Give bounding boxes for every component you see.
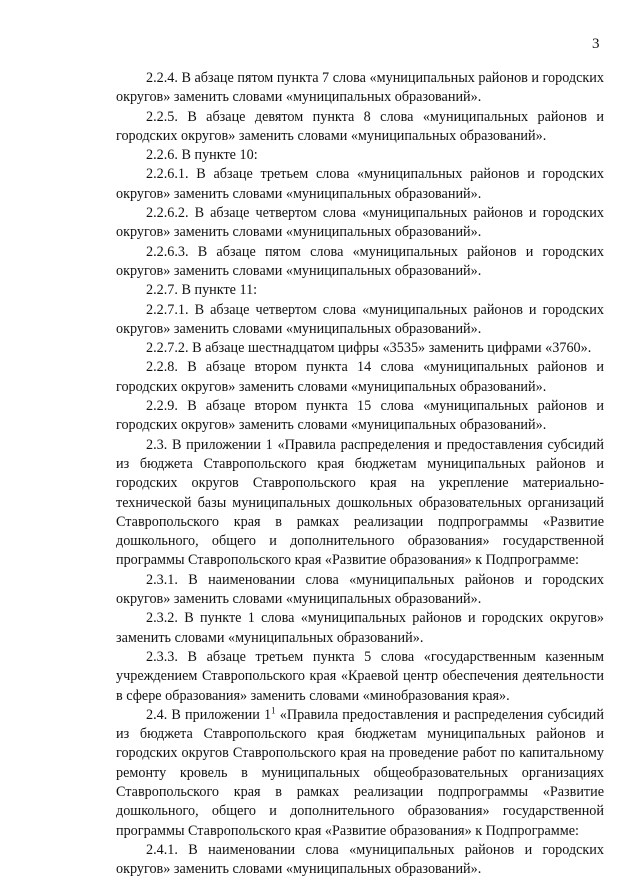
paragraph-2-4-start: 2.4. В приложении 1: [146, 706, 272, 723]
paragraph-2-2-7: 2.2.7. В пункте 11:: [146, 282, 258, 299]
page-number: 3: [592, 36, 600, 52]
paragraph-2-3-2: 2.3.2. В пункте 1 слова «муниципальных районов и городских округов» заменить словами «муниципальных образований».: [116, 610, 604, 646]
paragraph-2-4-rest: «Правила предоставления и распределения субсидий из бюджета Ставропольского края бюджетам муниципальных районов и городских округов Ставропольского края на проведение работ по капитальному ремонту кровель в муниципальных общеобразовательных организациях Ставропольского края в рамках реализации подпрограммы «Развитие дошкольного, общего и дополнительного образования» государственной программы Ставропольского края «Развитие образования» к Подпрограмме:: [116, 706, 604, 839]
paragraph-2-2-7-2: 2.2.7.2. В абзаце шестнадцатом цифры «3535» заменить цифрами «3760».: [146, 340, 592, 357]
paragraph-2-3: 2.3. В приложении 1 «Правила распределения и предоставления субсидий из бюджета Ставропольского края бюджетам муниципальных районов и городских округов Ставропольского края на укрепление материально-технической базы муниципальных дошкольных образовательных организаций Ставропольского края в рамках реализации подпрограммы «Развитие дошкольного, общего и дополнительного образования» государственной программы Ставропольского края «Развитие образования» к Подпрограмме:: [116, 436, 604, 569]
paragraph-2-4-1: 2.4.1. В наименовании слова «муниципальных районов и городских округов» заменить словами «муниципальных образований».: [116, 841, 604, 878]
document-body: [116, 69, 604, 879]
paragraph-2-2-7-1: 2.2.7.1. В абзаце четвертом слова «муниципальных районов и городских округов» заменить словами «муниципальных образований».: [116, 301, 604, 337]
paragraph-2-2-9: 2.2.9. В абзаце втором пункта 15 слова «муниципальных районов и городских округов» заменить словами «муниципальных образований».: [116, 398, 604, 434]
paragraph-2-2-6: 2.2.6. В пункте 10:: [146, 147, 258, 164]
superscript-mark: 1: [271, 705, 276, 716]
paragraph-2-2-4: 2.2.4. В абзаце пятом пункта 7 слова «муниципальных районов и городских округов» заменить словами «муниципальных образований».: [116, 70, 604, 106]
paragraph-2-2-6-2: 2.2.6.2. В абзаце четвертом слова «муниципальных районов и городских округов» заменить словами «муниципальных образований».: [116, 205, 604, 241]
paragraph-2-2-5: 2.2.5. В абзаце девятом пункта 8 слова «муниципальных районов и городских округов» заменить словами «муниципальных образований».: [116, 108, 604, 144]
paragraph-2-4: [116, 706, 604, 841]
paragraph-2-3-1: 2.3.1. В наименовании слова «муниципальных районов и городских округов» заменить словами «муниципальных образований».: [116, 571, 604, 608]
paragraph-2-2-8: 2.2.8. В абзаце втором пункта 14 слова «муниципальных районов и городских округов» заменить словами «муниципальных образований».: [116, 359, 604, 395]
paragraph-2-2-6-1: 2.2.6.1. В абзаце третьем слова «муниципальных районов и городских округов» заменить словами «муниципальных образований».: [116, 166, 604, 202]
paragraph-2-2-6-3: 2.2.6.3. В абзаце пятом слова «муниципальных районов и городских округов» заменить словами «муниципальных образований».: [116, 243, 604, 279]
paragraph-2-3-3: 2.3.3. В абзаце третьем пункта 5 слова «государственным казенным учреждением Ставропольского края «Краевой центр обеспечения деятельности в сфере образования» заменить словами «минобразования края».: [116, 648, 604, 704]
